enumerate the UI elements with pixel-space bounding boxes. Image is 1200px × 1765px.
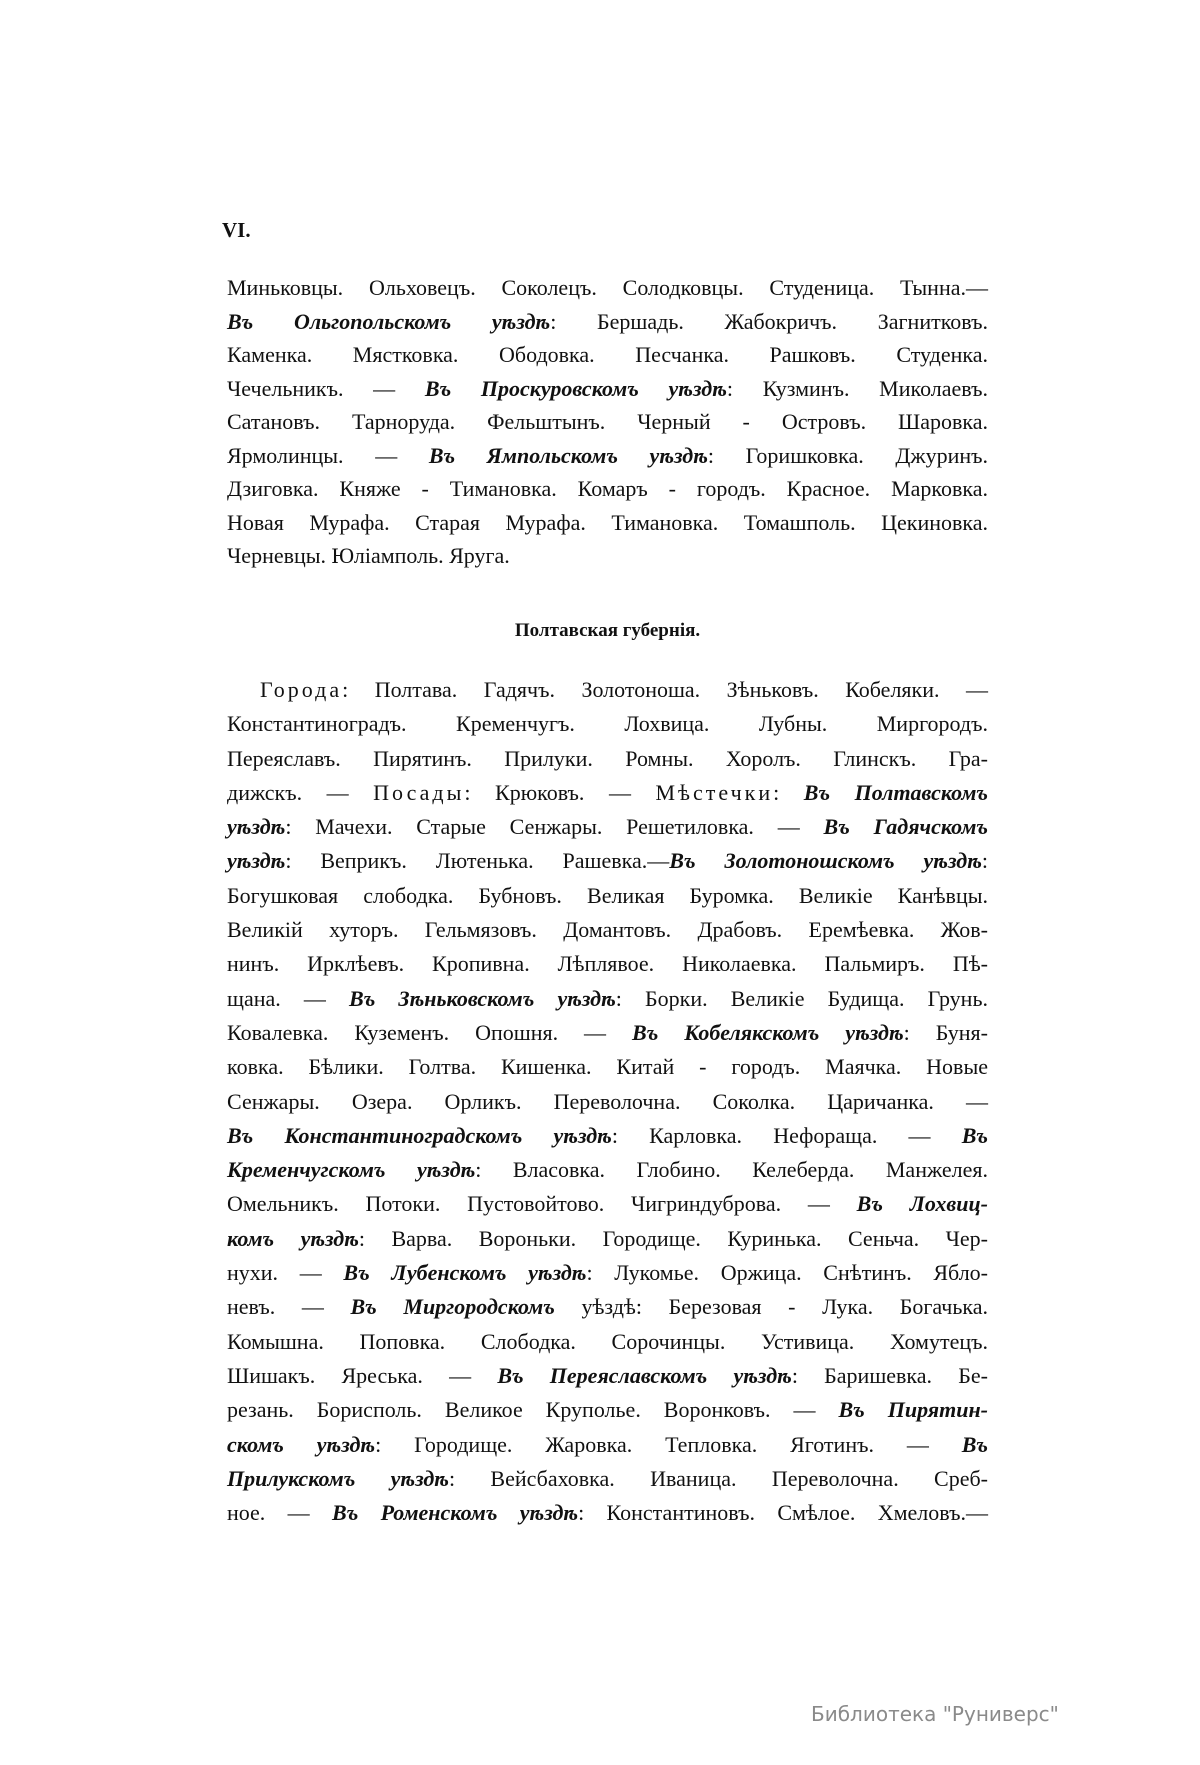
district-heading: скомъ уѣздѣ [227, 1431, 376, 1457]
place-names: Сенжары. Озера. Орликъ. Переволочна. Соколка. Царичанка. — [227, 1088, 988, 1114]
place-names: : Полтава. Гадячъ. Золотоноша. Зѣньковъ. Кобеляки. — [342, 677, 988, 702]
text-line [227, 1085, 988, 1119]
place-names: : Вейсбаховка. Иваница. Переволочна. Среб- [448, 1465, 988, 1491]
district-heading: Въ Пирятин- [838, 1397, 989, 1423]
text-line [227, 1016, 988, 1050]
text-line [227, 1290, 988, 1324]
text-block-poltava [227, 673, 988, 1530]
text-line [227, 1222, 988, 1256]
text-line [227, 1496, 988, 1530]
place-names: Переяславъ. Пирятинъ. Прилуки. Ромны. Хоролъ. Глинскъ. Гра- [227, 745, 988, 771]
text-line [227, 338, 988, 372]
text-line [227, 913, 988, 947]
place-names: : Горишковка. Джуринъ. [707, 442, 988, 468]
place-names: ное. — [227, 1500, 333, 1526]
place-names: : [773, 779, 804, 805]
place-names: Чечельникъ. — [227, 375, 425, 401]
place-names: : Власовка. Глобино. Келеберда. Манжелея. [475, 1157, 988, 1183]
place-names: дижскъ. — [227, 779, 374, 805]
district-heading: Въ Константиноградскомъ уѣздѣ [227, 1122, 612, 1148]
place-names: : Городище. Жаровка. Тепловка. Яготинъ. — [375, 1431, 962, 1457]
district-heading: Въ Лубенскомъ уѣздѣ [343, 1260, 587, 1286]
place-names: Миньковцы. Ольховецъ. Соколецъ. Солодковцы. Студеница. Тынна.— [227, 275, 988, 300]
district-heading: Въ [961, 1122, 988, 1148]
text-line [227, 506, 988, 540]
text-line [227, 472, 988, 506]
text-line [227, 673, 988, 707]
text-line [227, 742, 988, 776]
text-line [227, 271, 988, 305]
text-line [227, 1428, 988, 1462]
place-names: ковка. Бѣлики. Голтва. Кишенка. Китай - городъ. Маячка. Новые [227, 1054, 988, 1080]
text-line [227, 1462, 988, 1496]
place-names: Каменка. Мястковка. Ободовка. Песчанка. Рашковъ. Студенка. [227, 342, 988, 367]
place-names: Константиноградъ. Кременчугъ. Лохвица. Лубны. Миргородъ. [227, 711, 988, 737]
text-line [227, 879, 988, 913]
district-heading: Въ Золотоношскомъ уѣздѣ [669, 848, 982, 874]
place-names: Богушковая слободка. Бубновъ. Великая Буромка. Великіе Канѣвцы. [227, 882, 988, 908]
category-label: Мѣстечки [655, 779, 774, 805]
text-line [227, 305, 988, 339]
district-heading: Въ Роменскомъ уѣздѣ [332, 1500, 579, 1526]
place-names: Черневцы. Юліамполь. Яруга. [227, 543, 510, 568]
place-names: : Константиновъ. Смѣлое. Хмеловъ.— [578, 1500, 989, 1526]
district-heading: комъ уѣздѣ [227, 1225, 359, 1251]
district-heading: уѣздѣ [227, 814, 286, 840]
district-heading: Кременчугскомъ уѣздѣ [227, 1157, 476, 1183]
district-heading: Въ Проскуровскомъ уѣздѣ [424, 375, 727, 401]
text-line [227, 1153, 988, 1187]
text-line [227, 810, 988, 844]
text-line [227, 439, 988, 473]
place-names: : Мачехи. Старые Сенжары. Решетиловка. — [285, 814, 824, 840]
district-heading: Въ Ямпольскомъ уѣздѣ [428, 442, 708, 468]
district-heading: Въ Гадячскомъ [823, 814, 989, 840]
section-title: Полтавская губернія. [514, 620, 701, 641]
text-line [227, 1256, 988, 1290]
library-watermark: Библиотека "Руниверс" [811, 1702, 1059, 1726]
text-line [227, 1359, 988, 1393]
district-heading: Въ Лохвиц- [856, 1191, 989, 1217]
place-names: : Буня- [903, 1019, 988, 1045]
place-names: нинъ. Ирклѣевъ. Кропивна. Лѣплявое. Николаевка. Пальмиръ. Пѣ- [227, 951, 988, 977]
text-line [227, 844, 988, 878]
text-line [227, 1119, 988, 1153]
text-line [227, 539, 988, 573]
place-names: Дзиговка. Княже - Тимановка. Комаръ - городъ. Красное. Марковка. [227, 476, 988, 501]
district-heading: уѣздѣ [227, 848, 286, 874]
place-names: : Бершадь. Жабокричъ. Загнитковъ. [550, 308, 988, 334]
place-names: нухи. — [227, 1260, 344, 1286]
place-names: Сатановъ. Тарноруда. Фельштынъ. Черный - Островъ. Шаровка. [227, 409, 988, 434]
place-names: Новая Мурафа. Старая Мурафа. Тимановка. Томашполь. Цекиновка. [227, 509, 988, 535]
place-names: щана. — [227, 985, 350, 1011]
place-names: Великій хуторъ. Гельмязовъ. Домантовъ. Драбовъ. Еремѣевка. Жов- [227, 917, 988, 943]
text-line [227, 1187, 988, 1221]
text-line [227, 776, 988, 810]
place-names: : Крюковъ. — [464, 779, 656, 805]
text-line [227, 1050, 988, 1084]
place-names: : Лукомье. Оржица. Снѣтинъ. Ябло- [586, 1260, 989, 1286]
text-line [227, 947, 988, 981]
district-heading: Прилукскомъ уѣздѣ [227, 1465, 449, 1491]
text-line [227, 372, 988, 406]
place-names: резань. Борисполь. Великое Круполье. Воронковъ. — [227, 1397, 839, 1423]
place-names: Омельникъ. Потоки. Пустовойтово. Чигриндуброва. — [227, 1191, 857, 1217]
text-line [227, 982, 988, 1016]
text-line [227, 1393, 988, 1427]
district-heading: Въ Ольгопольскомъ уѣздѣ [227, 308, 551, 334]
category-label: Посады [373, 779, 465, 805]
place-names: : Борки. Великіе Будища. Грунь. [615, 985, 988, 1011]
place-names: : Варва. Вороньки. Городище. Куринька. Сеньча. Чер- [358, 1225, 988, 1251]
text-line [227, 405, 988, 439]
district-heading: Въ Полтавскомъ [803, 779, 988, 805]
text-block-podolia-continuation [227, 271, 988, 573]
place-names: Ярмолинцы. — [227, 442, 429, 468]
place-names: Комышна. Поповка. Слободка. Сорочинцы. Устивица. Хомутецъ. [227, 1328, 988, 1354]
district-heading: Въ Переяславскомъ уѣздѣ [497, 1362, 792, 1388]
text-line [227, 707, 988, 741]
district-heading: Въ Миргородскомъ [350, 1294, 555, 1320]
place-names: Ковалевка. Куземенъ. Опошня. — [227, 1019, 633, 1045]
place-names: невъ. — [227, 1294, 351, 1320]
district-heading: Въ Кобелякскомъ уѣздѣ [632, 1019, 904, 1045]
place-names: : Кузминъ. Миколаевъ. [726, 375, 989, 401]
district-heading: Въ Зѣньковскомъ уѣздѣ [349, 985, 616, 1011]
place-names: : Веприкъ. Лютенька. Рашевка.— [285, 848, 670, 874]
district-heading: Въ [961, 1431, 988, 1457]
place-names: : Баришевка. Бе- [791, 1362, 988, 1388]
category-label: Города [260, 677, 343, 702]
place-names: : Карловка. Нефораща. — [611, 1122, 962, 1148]
place-names: Шишакъ. Яреська. — [227, 1362, 498, 1388]
place-names: уѣздѣ: Березовая - Лука. Богачька. [554, 1294, 988, 1320]
text-line [227, 1325, 988, 1359]
place-names: : [981, 848, 988, 874]
page-number: VI. [222, 218, 251, 242]
